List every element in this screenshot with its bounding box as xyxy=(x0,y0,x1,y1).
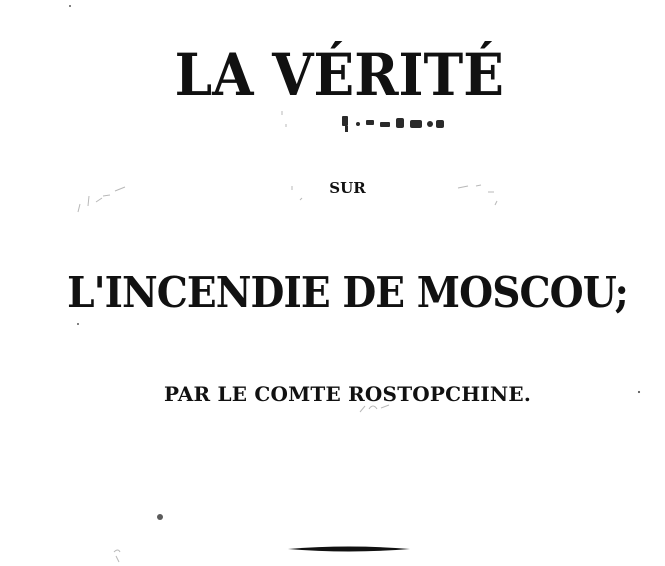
subtitle: L'INCENDIE DE MOSCOU; xyxy=(67,268,628,317)
sur-line: SUR xyxy=(329,179,366,197)
library-stamp xyxy=(334,108,454,138)
book-title: LA VÉRITÉ xyxy=(174,41,504,109)
decorative-rule xyxy=(288,545,410,553)
author-line: PAR LE COMTE ROSTOPCHINE. xyxy=(163,382,531,406)
